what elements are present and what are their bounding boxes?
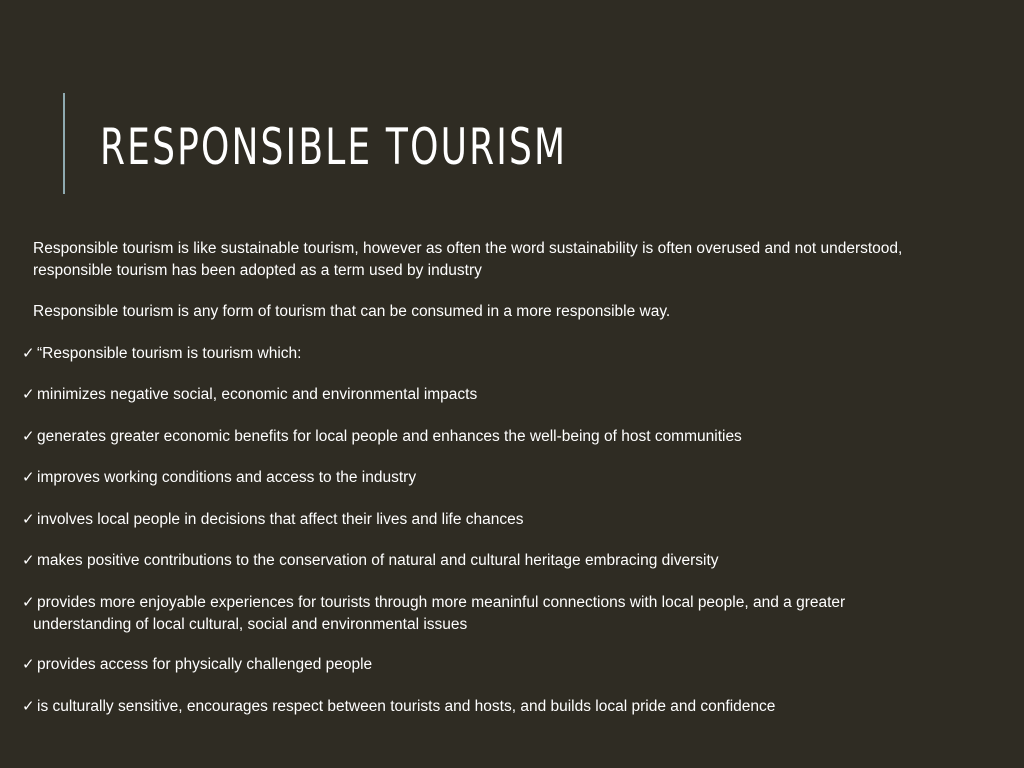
bullet-text: provides more enjoyable experiences for tourists through more meaninful connections with local people, and a greater (37, 594, 846, 611)
check-icon: ✓ (22, 511, 35, 528)
check-icon: ✓ (22, 552, 35, 569)
bullet-item (22, 467, 982, 489)
bullet-item (22, 696, 982, 718)
bullet-text: makes positive contributions to the conservation of natural and cultural heritage embracing diversity (37, 552, 719, 569)
bullet-text: provides access for physically challenged people (37, 656, 373, 673)
bullet-text: minimizes negative social, economic and environmental impacts (37, 386, 478, 403)
bullet-item (22, 592, 982, 636)
bullet-item (22, 343, 982, 365)
check-icon: ✓ (22, 469, 35, 486)
bullet-item (22, 654, 982, 676)
slide-title: RESPONSIBLE TOURISM (100, 118, 568, 176)
check-icon: ✓ (22, 698, 35, 715)
bullet-item (22, 426, 982, 448)
bullet-text: “Responsible tourism is tourism which: (37, 345, 302, 362)
check-icon: ✓ (22, 594, 35, 611)
bullet-text: generates greater economic benefits for local people and enhances the well-being of host communities (37, 428, 742, 445)
bullet-item (22, 550, 982, 572)
bullet-text: involves local people in decisions that affect their lives and life chances (37, 511, 524, 528)
bullet-item (22, 509, 982, 531)
check-icon: ✓ (22, 386, 35, 403)
bullet-text: is culturally sensitive, encourages respect between tourists and hosts, and builds local pride and confidence (37, 698, 776, 715)
definition-paragraph: Responsible tourism is any form of tourism that can be consumed in a more responsible way. (33, 303, 671, 320)
check-icon: ✓ (22, 428, 35, 445)
check-icon: ✓ (22, 656, 35, 673)
check-icon: ✓ (22, 345, 35, 362)
bullet-text: improves working conditions and access to the industry (37, 469, 417, 486)
intro-paragraph: Responsible tourism is like sustainable tourism, however as often the word sustainability is often overused and not understood, responsible tourism has been adopted as a term used by industry (33, 240, 903, 279)
bullet-text-continuation: understanding of local cultural, social and environmental issues (33, 616, 468, 633)
bullet-item (22, 384, 982, 406)
